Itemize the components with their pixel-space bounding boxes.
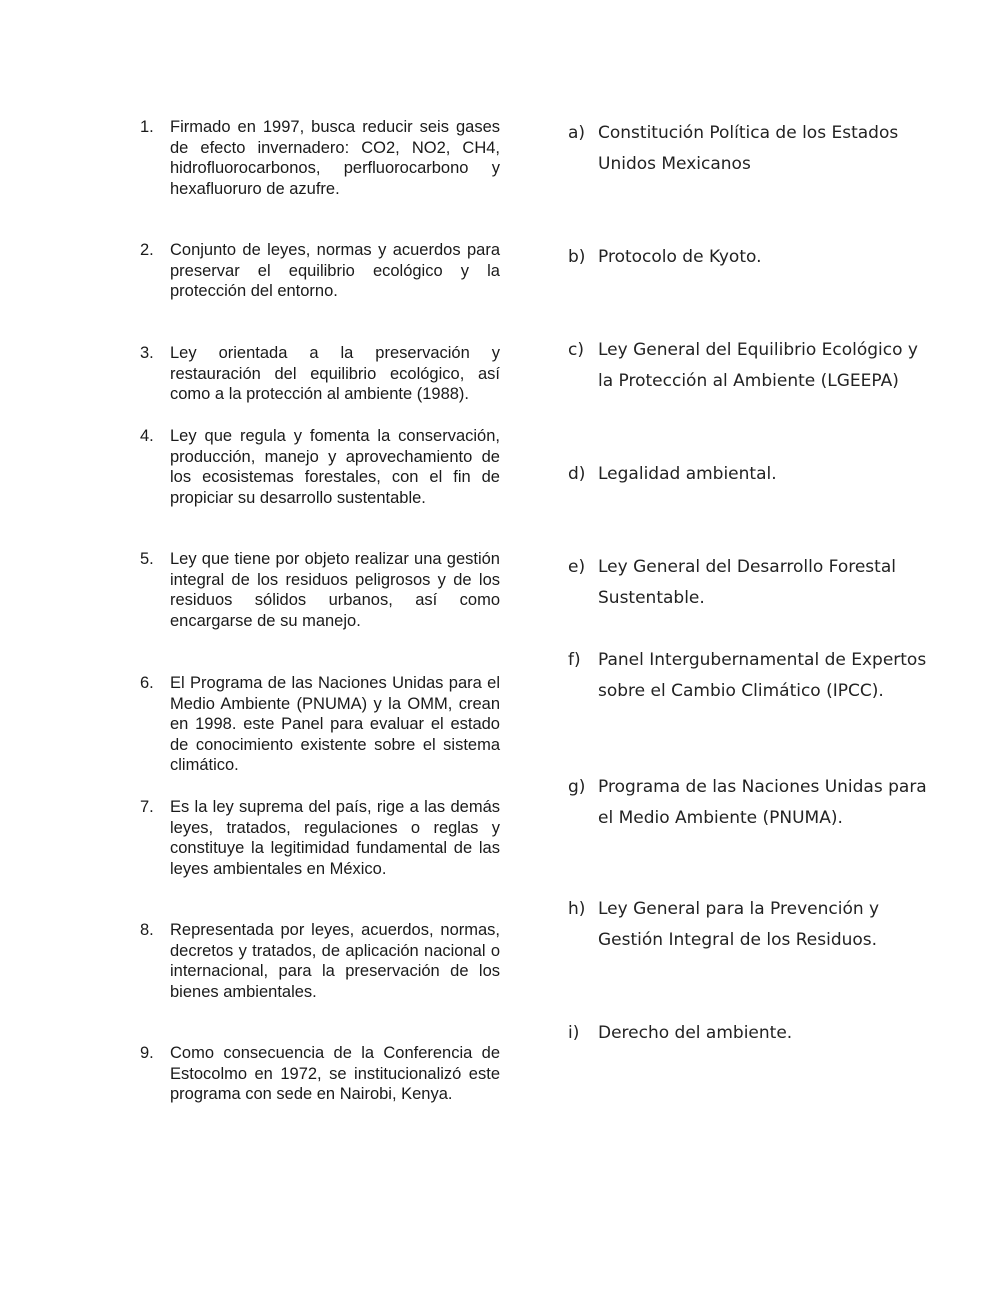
question-text: Ley que regula y fomenta la conservación, producción, manejo y aprovechamiento de los ecosistemas forestales, con el fin de propiciar su desarrollo sustentable.	[170, 427, 500, 507]
question-text: Conjunto de leyes, normas y acuerdos para preservar el equilibrio ecológico y la protección del entorno.	[170, 241, 500, 301]
answer-letter: h)	[568, 899, 586, 919]
question-number: 5.	[140, 550, 154, 568]
answer-letter: i)	[568, 1023, 580, 1043]
question-item	[140, 343, 500, 405]
answer-text: Programa de las Naciones Unidas para el Medio Ambiente (PNUMA).	[598, 777, 927, 828]
question-number: 1.	[140, 118, 154, 136]
answer-letter: e)	[568, 557, 586, 577]
answer-item	[568, 335, 938, 397]
question-text: El Programa de las Naciones Unidas para el Medio Ambiente (PNUMA) y la OMM, crean en 1998. este Panel para evaluar el estado de conocimiento existente sobre el sistema climático.	[170, 674, 500, 775]
answer-text: Derecho del ambiente.	[598, 1023, 793, 1043]
answer-item	[568, 894, 938, 956]
question-text: Ley orientada a la preservación y restauración del equilibrio ecológico, así como a la protección al ambiente (1988).	[170, 344, 500, 404]
question-item	[140, 240, 500, 302]
answer-letter: g)	[568, 777, 586, 797]
question-number: 8.	[140, 921, 154, 939]
answer-letter: c)	[568, 340, 584, 360]
answer-letter: f)	[568, 650, 581, 670]
question-item	[140, 117, 500, 199]
answer-letter: b)	[568, 247, 586, 267]
question-number: 4.	[140, 427, 154, 445]
question-text: Firmado en 1997, busca reducir seis gases de efecto invernadero: CO2, NO2, CH4, hidrofluorocarbonos, perfluorocarbono y hexafluoruro de azufre.	[170, 118, 500, 198]
question-item	[140, 549, 500, 631]
question-item	[140, 920, 500, 1002]
answer-letter: d)	[568, 464, 586, 484]
answer-item	[568, 1018, 938, 1049]
question-number: 9.	[140, 1044, 154, 1062]
question-text: Ley que tiene por objeto realizar una gestión integral de los residuos peligrosos y de los residuos sólidos urbanos, así como encargarse de su manejo.	[170, 550, 500, 630]
answer-text: Ley General del Equilibrio Ecológico y la Protección al Ambiente (LGEEPA)	[598, 340, 918, 391]
question-number: 6.	[140, 674, 154, 692]
answer-item	[568, 645, 938, 707]
answer-text: Ley General para la Prevención y Gestión Integral de los Residuos.	[598, 899, 880, 950]
answer-item	[568, 118, 938, 180]
answer-text: Panel Intergubernamental de Expertos sobre el Cambio Climático (IPCC).	[598, 650, 927, 701]
question-number: 2.	[140, 241, 154, 259]
answer-item	[568, 459, 938, 490]
answer-text: Protocolo de Kyoto.	[598, 247, 762, 267]
question-item	[140, 673, 500, 776]
answer-text: Ley General del Desarrollo Forestal Sustentable.	[598, 557, 896, 608]
question-item	[140, 426, 500, 508]
question-text: Representada por leyes, acuerdos, normas, decretos y tratados, de aplicación nacional o internacional, para la preservación de los bienes ambientales.	[170, 921, 500, 1001]
answer-text: Legalidad ambiental.	[598, 464, 777, 484]
question-item	[140, 1043, 500, 1105]
answer-item	[568, 552, 938, 614]
question-item	[140, 797, 500, 879]
question-number: 3.	[140, 344, 154, 362]
question-text: Es la ley suprema del país, rige a las demás leyes, tratados, regulaciones o reglas y constituye la legitimidad fundamental de las leyes ambientales en México.	[170, 798, 500, 878]
answer-text: Constitución Política de los Estados Unidos Mexicanos	[598, 123, 899, 174]
answer-item	[568, 242, 938, 273]
question-text: Como consecuencia de la Conferencia de Estocolmo en 1972, se institucionalizó este programa con sede en Nairobi, Kenya.	[170, 1044, 500, 1104]
answer-item	[568, 772, 938, 834]
answer-letter: a)	[568, 123, 586, 143]
question-number: 7.	[140, 798, 154, 816]
